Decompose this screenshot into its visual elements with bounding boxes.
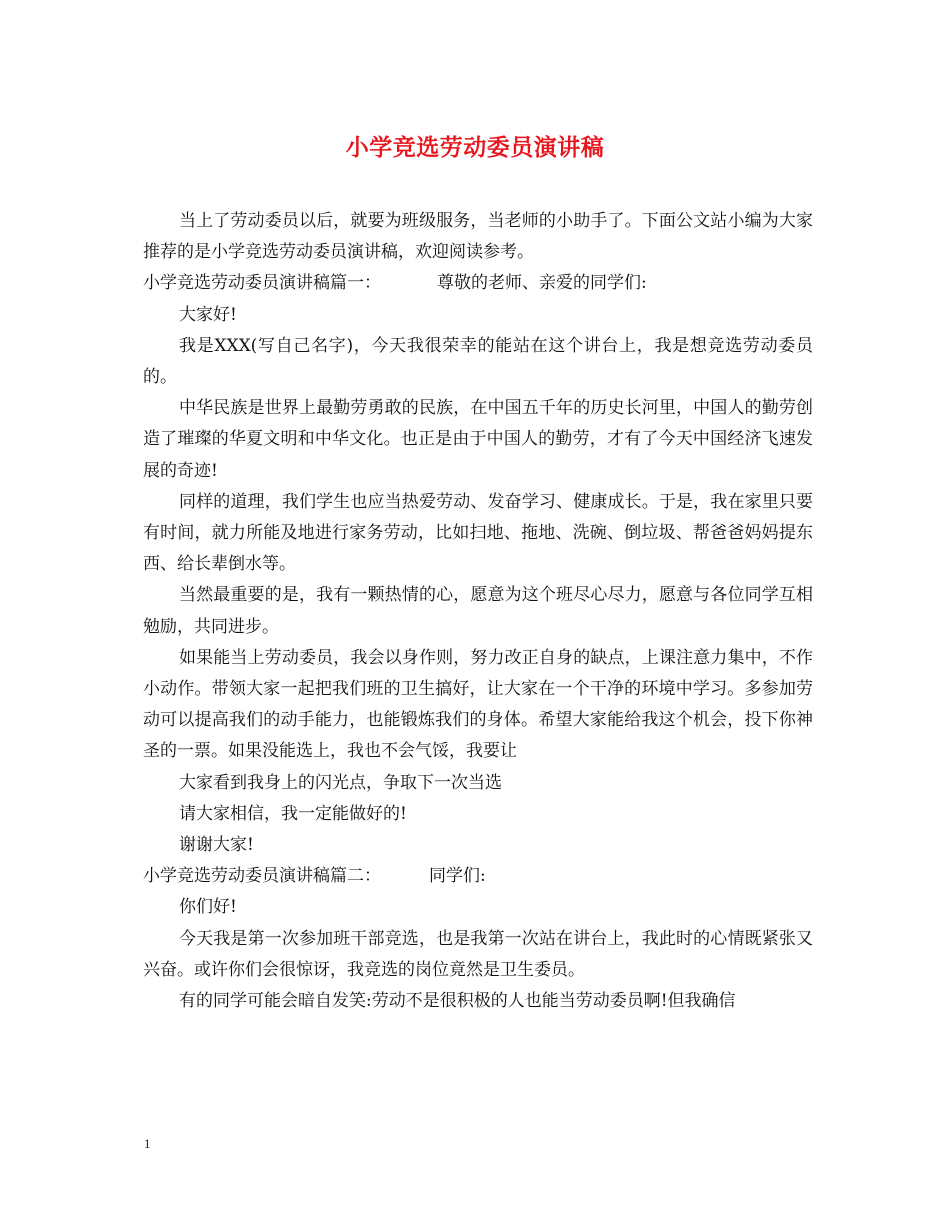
speech2-heading-line bbox=[143, 861, 813, 892]
speech1-paragraph: 大家好! bbox=[179, 304, 237, 325]
speech2-paragraph: 有的同学可能会暗自发笑:劳动不是很积极的人也能当劳动委员啊!但我确信 bbox=[179, 991, 736, 1012]
speech2-paragraph: 今天我是第一次参加班干部竞选，也是我第一次站在讲台上，我此时的心情既紧张又兴奋。或许你们会很惊讶，我竞选的岗位竟然是卫生委员。 bbox=[143, 928, 813, 980]
speech1-heading-line bbox=[143, 268, 813, 299]
speech1-salutation: 尊敬的老师、亲爱的同学们: bbox=[437, 273, 647, 294]
speech1-paragraph: 我是XXX(写自己名字)，今天我很荣幸的能站在这个讲台上，我是想竞选劳动委员的。 bbox=[143, 335, 813, 388]
document-body bbox=[143, 206, 813, 1017]
speech1-paragraph: 大家看到我身上的闪光点，争取下一次当选 bbox=[179, 772, 502, 793]
speech1-paragraph: 同样的道理，我们学生也应当热爱劳动、发奋学习、健康成长。于是，我在家里只要有时间，就力所能及地进行家务劳动，比如扫地、拖地、洗碗、倒垃圾、帮爸爸妈妈提东西、给长辈倒水等。 bbox=[143, 491, 813, 575]
speech2-paragraph: 你们好! bbox=[179, 897, 237, 918]
speech1-paragraph: 请大家相信，我一定能做好的! bbox=[179, 803, 407, 824]
speech1-heading: 小学竞选劳动委员演讲稿篇一： bbox=[143, 273, 381, 294]
speech2-salutation: 同学们: bbox=[429, 866, 486, 887]
speech1-paragraph: 如果能当上劳动委员，我会以身作则，努力改正自身的缺点，上课注意力集中，不作小动作。带领大家一起把我们班的卫生搞好，让大家在一个干净的环境中学习。多参加劳动可以提高我们的动手能力，也能锻炼我们的身体。希望大家能给我这个机会，投下你神圣的一票。如果没能选上，我也不会气馁，我要让 bbox=[143, 647, 813, 762]
speech2-heading: 小学竞选劳动委员演讲稿篇二： bbox=[143, 866, 381, 887]
intro-paragraph: 当上了劳动委员以后，就要为班级服务，当老师的小助手了。下面公文站小编为大家推荐的是小学竞选劳动委员演讲稿，欢迎阅读参考。 bbox=[143, 211, 813, 263]
page-number: 1 bbox=[144, 1136, 151, 1151]
document-title: 小学竞选劳动委员演讲稿 bbox=[345, 134, 605, 161]
speech1-paragraph: 中华民族是世界上最勤劳勇敢的民族，在中国五千年的历史长河里，中国人的勤劳创造了璀璨的华夏文明和中华文化。也正是由于中国人的勤劳，才有了今天中国经济飞速发展的奇迹! bbox=[143, 398, 813, 481]
speech1-paragraph: 当然最重要的是，我有一颗热情的心，愿意为这个班尽心尽力，愿意与各位同学互相勉励，共同进步。 bbox=[143, 585, 813, 637]
speech1-paragraph: 谢谢大家! bbox=[179, 835, 254, 856]
